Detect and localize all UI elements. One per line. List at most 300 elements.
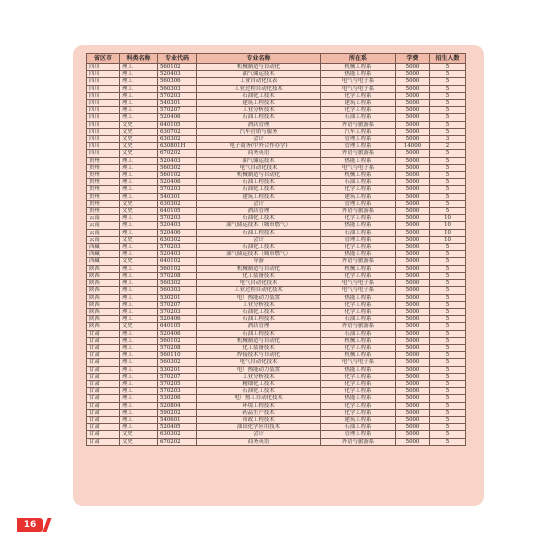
table-row bbox=[87, 438, 466, 445]
cell-enrollment: 5 bbox=[430, 150, 466, 157]
table-row bbox=[87, 229, 466, 236]
cell-major-code: 520406 bbox=[158, 330, 197, 337]
enrollment-table-container bbox=[86, 53, 465, 446]
cell-enrollment: 5 bbox=[430, 272, 466, 279]
cell-major-name: 建筑工程技术 bbox=[197, 100, 321, 107]
col-header-category: 科类名称 bbox=[120, 54, 158, 64]
table-row bbox=[87, 301, 466, 308]
cell-major-code: 570207 bbox=[158, 301, 197, 308]
table-row bbox=[87, 114, 466, 121]
cell-major-name: 油气储运技术 bbox=[197, 157, 321, 164]
table-row bbox=[87, 200, 466, 207]
table-row bbox=[87, 388, 466, 395]
cell-major-code: 560102 bbox=[158, 64, 197, 71]
cell-category: 理工 bbox=[120, 424, 158, 431]
cell-enrollment: 5 bbox=[430, 208, 466, 215]
cell-tuition: 5000 bbox=[396, 107, 430, 114]
cell-enrollment: 10 bbox=[430, 236, 466, 243]
cell-enrollment: 5 bbox=[430, 431, 466, 438]
cell-enrollment: 5 bbox=[430, 128, 466, 135]
cell-major-name: 石油化工技术 bbox=[197, 308, 321, 315]
cell-category: 理工 bbox=[120, 388, 158, 395]
table-row bbox=[87, 258, 466, 265]
cell-major-name: 石油化工技术 bbox=[197, 215, 321, 222]
cell-province: 甘肃 bbox=[87, 416, 120, 423]
table-row bbox=[87, 272, 466, 279]
table-row bbox=[87, 316, 466, 323]
cell-tuition: 5000 bbox=[396, 92, 430, 99]
cell-enrollment: 5 bbox=[430, 287, 466, 294]
cell-major-code: 640102 bbox=[158, 258, 197, 265]
cell-enrollment: 5 bbox=[430, 265, 466, 272]
table-row bbox=[87, 71, 466, 78]
table-row bbox=[87, 64, 466, 71]
cell-category: 理工 bbox=[120, 337, 158, 344]
cell-department: 化学工程系 bbox=[321, 344, 396, 351]
cell-tuition: 5000 bbox=[396, 280, 430, 287]
table-row bbox=[87, 330, 466, 337]
cell-department: 机械工程系 bbox=[321, 337, 396, 344]
cell-enrollment: 5 bbox=[430, 316, 466, 323]
cell-tuition: 5000 bbox=[396, 164, 430, 171]
table-row bbox=[87, 121, 466, 128]
cell-tuition: 5000 bbox=[396, 85, 430, 92]
cell-tuition: 5000 bbox=[396, 121, 430, 128]
cell-major-code: 520804 bbox=[158, 402, 197, 409]
cell-tuition: 5000 bbox=[396, 402, 430, 409]
cell-category: 理工 bbox=[120, 164, 158, 171]
table-row bbox=[87, 359, 466, 366]
table-row bbox=[87, 244, 466, 251]
cell-department: 外语与旅游系 bbox=[321, 150, 396, 157]
cell-major-name: 油气储运技术（城市燃气） bbox=[197, 251, 321, 258]
cell-category: 文史 bbox=[120, 431, 158, 438]
cell-province: 甘肃 bbox=[87, 344, 120, 351]
cell-major-name: 机械制造与自动化 bbox=[197, 265, 321, 272]
cell-major-code: 540301 bbox=[158, 100, 197, 107]
cell-enrollment: 5 bbox=[430, 64, 466, 71]
cell-tuition: 5000 bbox=[396, 136, 430, 143]
cell-department: 外语与旅游系 bbox=[321, 121, 396, 128]
cell-tuition: 5000 bbox=[396, 359, 430, 366]
cell-department: 热能工程系 bbox=[321, 395, 396, 402]
cell-department: 建筑工程系 bbox=[321, 416, 396, 423]
cell-enrollment: 5 bbox=[430, 424, 466, 431]
cell-province: 云南 bbox=[87, 236, 120, 243]
cell-category: 理工 bbox=[120, 265, 158, 272]
cell-province: 陕西 bbox=[87, 316, 120, 323]
cell-tuition: 5000 bbox=[396, 71, 430, 78]
cell-department: 电气与电子系 bbox=[321, 78, 396, 85]
cell-province: 贵州 bbox=[87, 208, 120, 215]
cell-province: 西藏 bbox=[87, 258, 120, 265]
table-row bbox=[87, 150, 466, 157]
cell-major-code: 560303 bbox=[158, 85, 197, 92]
cell-category: 理工 bbox=[120, 330, 158, 337]
cell-tuition: 5000 bbox=[396, 222, 430, 229]
cell-major-code: 570203 bbox=[158, 244, 197, 251]
cell-department: 石油工程系 bbox=[321, 330, 396, 337]
cell-department: 化学工程系 bbox=[321, 301, 396, 308]
cell-enrollment: 5 bbox=[430, 409, 466, 416]
cell-department: 机械工程系 bbox=[321, 352, 396, 359]
cell-tuition: 5000 bbox=[396, 200, 430, 207]
cell-department: 热能工程系 bbox=[321, 366, 396, 373]
cell-enrollment: 5 bbox=[430, 193, 466, 200]
cell-province: 贵州 bbox=[87, 179, 120, 186]
cell-enrollment: 5 bbox=[430, 366, 466, 373]
cell-enrollment: 5 bbox=[430, 373, 466, 380]
cell-department: 化学工程系 bbox=[321, 380, 396, 387]
cell-major-name: 电厂热工自动化技术 bbox=[197, 395, 321, 402]
cell-enrollment: 5 bbox=[430, 251, 466, 258]
cell-tuition: 5000 bbox=[396, 388, 430, 395]
cell-enrollment: 5 bbox=[430, 100, 466, 107]
cell-category: 理工 bbox=[120, 294, 158, 301]
cell-enrollment: 5 bbox=[430, 308, 466, 315]
cell-major-code: 520403 bbox=[158, 71, 197, 78]
cell-enrollment: 2 bbox=[430, 143, 466, 150]
cell-category: 理工 bbox=[120, 193, 158, 200]
cell-province: 四川 bbox=[87, 128, 120, 135]
cell-major-code: 630702 bbox=[158, 128, 197, 135]
cell-tuition: 5000 bbox=[396, 366, 430, 373]
cell-major-code: 560102 bbox=[158, 172, 197, 179]
cell-major-code: 520406 bbox=[158, 229, 197, 236]
cell-department: 石油工程系 bbox=[321, 316, 396, 323]
cell-category: 文史 bbox=[120, 136, 158, 143]
cell-category: 理工 bbox=[120, 71, 158, 78]
cell-department: 外语与旅游系 bbox=[321, 438, 396, 445]
cell-department: 石油工程系 bbox=[321, 179, 396, 186]
cell-major-name: 石油化工技术 bbox=[197, 92, 321, 99]
cell-major-code: 530201 bbox=[158, 366, 197, 373]
table-row bbox=[87, 236, 466, 243]
cell-department: 化学工程系 bbox=[321, 409, 396, 416]
cell-tuition: 5000 bbox=[396, 416, 430, 423]
table-row bbox=[87, 294, 466, 301]
cell-province: 陕西 bbox=[87, 265, 120, 272]
cell-department: 电气与电子系 bbox=[321, 280, 396, 287]
cell-department: 热能工程系 bbox=[321, 222, 396, 229]
cell-tuition: 5000 bbox=[396, 352, 430, 359]
cell-department: 建筑工程系 bbox=[321, 193, 396, 200]
cell-major-name: 汽车营销与服务 bbox=[197, 128, 321, 135]
cell-province: 贵州 bbox=[87, 193, 120, 200]
table-row bbox=[87, 215, 466, 222]
cell-major-name: 会计 bbox=[197, 200, 321, 207]
cell-department: 汽车工程系 bbox=[321, 128, 396, 135]
cell-province: 贵州 bbox=[87, 186, 120, 193]
cell-major-name: 机械制造与自动化 bbox=[197, 64, 321, 71]
cell-category: 理工 bbox=[120, 409, 158, 416]
cell-province: 云南 bbox=[87, 229, 120, 236]
cell-province: 贵州 bbox=[87, 157, 120, 164]
cell-category: 理工 bbox=[120, 416, 158, 423]
cell-province: 贵州 bbox=[87, 200, 120, 207]
table-row bbox=[87, 431, 466, 438]
table-row bbox=[87, 208, 466, 215]
col-header-province: 省区市 bbox=[87, 54, 120, 64]
cell-enrollment: 5 bbox=[430, 416, 466, 423]
table-row bbox=[87, 92, 466, 99]
cell-enrollment: 5 bbox=[430, 395, 466, 402]
cell-major-name: 会计 bbox=[197, 236, 321, 243]
table-row bbox=[87, 107, 466, 114]
cell-province: 贵州 bbox=[87, 164, 120, 171]
cell-enrollment: 5 bbox=[430, 92, 466, 99]
cell-major-name: 商务英语 bbox=[197, 150, 321, 157]
cell-major-code: 520406 bbox=[158, 316, 197, 323]
cell-enrollment: 5 bbox=[430, 186, 466, 193]
cell-tuition: 5000 bbox=[396, 424, 430, 431]
cell-major-code: 520403 bbox=[158, 157, 197, 164]
cell-major-name: 电厂热能动力装置 bbox=[197, 294, 321, 301]
cell-department: 热能工程系 bbox=[321, 251, 396, 258]
table-row bbox=[87, 265, 466, 272]
cell-department: 化学工程系 bbox=[321, 272, 396, 279]
cell-major-code: 570208 bbox=[158, 272, 197, 279]
cell-enrollment: 10 bbox=[430, 229, 466, 236]
cell-department: 外语与旅游系 bbox=[321, 258, 396, 265]
cell-category: 理工 bbox=[120, 402, 158, 409]
cell-category: 理工 bbox=[120, 107, 158, 114]
cell-major-name: 机械制造与自动化 bbox=[197, 172, 321, 179]
cell-category: 理工 bbox=[120, 352, 158, 359]
cell-province: 陕西 bbox=[87, 308, 120, 315]
cell-enrollment: 5 bbox=[430, 323, 466, 330]
cell-tuition: 5000 bbox=[396, 409, 430, 416]
table-row bbox=[87, 366, 466, 373]
cell-category: 理工 bbox=[120, 380, 158, 387]
cell-province: 甘肃 bbox=[87, 373, 120, 380]
col-header-major-name: 专业名称 bbox=[197, 54, 321, 64]
cell-tuition: 5000 bbox=[396, 316, 430, 323]
cell-province: 四川 bbox=[87, 114, 120, 121]
cell-major-code: 570203 bbox=[158, 215, 197, 222]
cell-major-name: 会计 bbox=[197, 431, 321, 438]
cell-tuition: 5000 bbox=[396, 251, 430, 258]
cell-department: 机械工程系 bbox=[321, 265, 396, 272]
cell-category: 理工 bbox=[120, 172, 158, 179]
cell-major-name: 石油工程技术 bbox=[197, 316, 321, 323]
cell-category: 理工 bbox=[120, 229, 158, 236]
cell-major-code: 530206 bbox=[158, 395, 197, 402]
cell-enrollment: 5 bbox=[430, 85, 466, 92]
cell-major-code: 570207 bbox=[158, 373, 197, 380]
table-row bbox=[87, 352, 466, 359]
cell-category: 文史 bbox=[120, 208, 158, 215]
cell-province: 四川 bbox=[87, 136, 120, 143]
cell-department: 管理工程系 bbox=[321, 136, 396, 143]
cell-tuition: 5000 bbox=[396, 287, 430, 294]
cell-major-name: 电子商务(中外合作办学) bbox=[197, 143, 321, 150]
cell-major-name: 机械制造与自动化 bbox=[197, 337, 321, 344]
cell-tuition: 14000 bbox=[396, 143, 430, 150]
cell-province: 贵州 bbox=[87, 172, 120, 179]
table-row bbox=[87, 186, 466, 193]
cell-province: 四川 bbox=[87, 64, 120, 71]
table-row bbox=[87, 222, 466, 229]
page-number: 16 bbox=[23, 520, 37, 530]
cell-major-code: 570207 bbox=[158, 107, 197, 114]
cell-province: 四川 bbox=[87, 100, 120, 107]
cell-tuition: 5000 bbox=[396, 431, 430, 438]
cell-department: 石油工程系 bbox=[321, 424, 396, 431]
cell-tuition: 5000 bbox=[396, 373, 430, 380]
cell-tuition: 5000 bbox=[396, 294, 430, 301]
cell-major-name: 石油工程技术 bbox=[197, 114, 321, 121]
cell-major-code: 630302 bbox=[158, 236, 197, 243]
cell-major-code: 640105 bbox=[158, 323, 197, 330]
cell-enrollment: 5 bbox=[430, 179, 466, 186]
cell-major-name: 精细化工技术 bbox=[197, 380, 321, 387]
table-row bbox=[87, 416, 466, 423]
cell-category: 理工 bbox=[120, 272, 158, 279]
cell-major-code: 640105 bbox=[158, 208, 197, 215]
table-row bbox=[87, 100, 466, 107]
cell-tuition: 5000 bbox=[396, 64, 430, 71]
cell-major-code: 520406 bbox=[158, 114, 197, 121]
table-header-row bbox=[87, 54, 466, 64]
cell-tuition: 5000 bbox=[396, 193, 430, 200]
table-row bbox=[87, 172, 466, 179]
cell-enrollment: 5 bbox=[430, 114, 466, 121]
cell-major-name: 石油工程技术 bbox=[197, 229, 321, 236]
cell-enrollment: 5 bbox=[430, 402, 466, 409]
cell-major-name: 环境工程技术 bbox=[197, 402, 321, 409]
cell-major-name: 石油化工技术 bbox=[197, 388, 321, 395]
cell-tuition: 5000 bbox=[396, 330, 430, 337]
cell-province: 四川 bbox=[87, 150, 120, 157]
cell-major-name: 石油化工技术 bbox=[197, 244, 321, 251]
cell-category: 理工 bbox=[120, 301, 158, 308]
cell-tuition: 5000 bbox=[396, 337, 430, 344]
table-row bbox=[87, 409, 466, 416]
cell-major-name: 电气自动化技术 bbox=[197, 164, 321, 171]
cell-major-code: 570203 bbox=[158, 92, 197, 99]
cell-major-name: 工业过程自动化技术 bbox=[197, 85, 321, 92]
cell-major-name: 工业分析技术 bbox=[197, 107, 321, 114]
cell-major-code: 560306 bbox=[158, 78, 197, 85]
cell-category: 理工 bbox=[120, 114, 158, 121]
cell-major-name: 油田化学应用技术 bbox=[197, 424, 321, 431]
cell-province: 甘肃 bbox=[87, 359, 120, 366]
cell-department: 管理工程系 bbox=[321, 143, 396, 150]
cell-department: 石油工程系 bbox=[321, 114, 396, 121]
cell-department: 外语与旅游系 bbox=[321, 208, 396, 215]
cell-category: 理工 bbox=[120, 373, 158, 380]
cell-major-name: 商务英语 bbox=[197, 438, 321, 445]
cell-tuition: 5000 bbox=[396, 157, 430, 164]
cell-enrollment: 10 bbox=[430, 215, 466, 222]
page-number-badge bbox=[17, 518, 43, 532]
cell-province: 云南 bbox=[87, 222, 120, 229]
table-row bbox=[87, 323, 466, 330]
cell-tuition: 5000 bbox=[396, 114, 430, 121]
cell-enrollment: 3 bbox=[430, 136, 466, 143]
cell-province: 四川 bbox=[87, 92, 120, 99]
cell-category: 理工 bbox=[120, 251, 158, 258]
cell-major-name: 市政工程技术 bbox=[197, 416, 321, 423]
cell-category: 理工 bbox=[120, 316, 158, 323]
table-row bbox=[87, 373, 466, 380]
cell-major-name: 电厂热能动力装置 bbox=[197, 366, 321, 373]
cell-department: 化学工程系 bbox=[321, 388, 396, 395]
cell-major-code: 640105 bbox=[158, 121, 197, 128]
cell-province: 西藏 bbox=[87, 251, 120, 258]
cell-department: 外语与旅游系 bbox=[321, 323, 396, 330]
cell-province: 四川 bbox=[87, 121, 120, 128]
cell-province: 甘肃 bbox=[87, 409, 120, 416]
cell-province: 陕西 bbox=[87, 301, 120, 308]
cell-enrollment: 5 bbox=[430, 301, 466, 308]
cell-category: 文史 bbox=[120, 143, 158, 150]
cell-department: 化学工程系 bbox=[321, 244, 396, 251]
cell-major-name: 化工装备技术 bbox=[197, 344, 321, 351]
cell-province: 甘肃 bbox=[87, 431, 120, 438]
cell-province: 甘肃 bbox=[87, 395, 120, 402]
cell-major-code: 520405 bbox=[158, 424, 197, 431]
cell-tuition: 5000 bbox=[396, 208, 430, 215]
cell-department: 电气与电子系 bbox=[321, 164, 396, 171]
cell-major-name: 建筑工程技术 bbox=[197, 193, 321, 200]
table-row bbox=[87, 337, 466, 344]
cell-department: 化学工程系 bbox=[321, 308, 396, 315]
cell-province: 甘肃 bbox=[87, 388, 120, 395]
cell-major-code: 560302 bbox=[158, 280, 197, 287]
cell-department: 电气与电子系 bbox=[321, 287, 396, 294]
cell-enrollment: 5 bbox=[430, 172, 466, 179]
cell-major-code: 630302 bbox=[158, 136, 197, 143]
table-row bbox=[87, 85, 466, 92]
cell-enrollment: 5 bbox=[430, 157, 466, 164]
cell-tuition: 5000 bbox=[396, 128, 430, 135]
cell-major-code: 670202 bbox=[158, 150, 197, 157]
cell-major-name: 药品生产技术 bbox=[197, 409, 321, 416]
cell-enrollment: 5 bbox=[430, 258, 466, 265]
cell-major-name: 工业分析技术 bbox=[197, 373, 321, 380]
cell-department: 化学工程系 bbox=[321, 373, 396, 380]
table-row bbox=[87, 287, 466, 294]
cell-tuition: 5000 bbox=[396, 78, 430, 85]
cell-province: 甘肃 bbox=[87, 438, 120, 445]
cell-enrollment: 5 bbox=[430, 330, 466, 337]
cell-category: 文史 bbox=[120, 438, 158, 445]
cell-department: 化学工程系 bbox=[321, 186, 396, 193]
page-accent-slash bbox=[42, 518, 51, 532]
cell-tuition: 5000 bbox=[396, 258, 430, 265]
cell-department: 热能工程系 bbox=[321, 71, 396, 78]
table-row bbox=[87, 344, 466, 351]
cell-major-code: 560102 bbox=[158, 265, 197, 272]
cell-enrollment: 5 bbox=[430, 344, 466, 351]
cell-category: 理工 bbox=[120, 157, 158, 164]
cell-major-code: 570208 bbox=[158, 344, 197, 351]
cell-department: 化学工程系 bbox=[321, 215, 396, 222]
col-header-major-code: 专业代码 bbox=[158, 54, 197, 64]
cell-enrollment: 5 bbox=[430, 164, 466, 171]
cell-major-name: 酒店管理 bbox=[197, 323, 321, 330]
cell-tuition: 5000 bbox=[396, 172, 430, 179]
cell-category: 理工 bbox=[120, 222, 158, 229]
cell-category: 文史 bbox=[120, 121, 158, 128]
cell-major-code: 520403 bbox=[158, 222, 197, 229]
cell-major-code: 560110 bbox=[158, 352, 197, 359]
cell-category: 理工 bbox=[120, 78, 158, 85]
cell-enrollment: 5 bbox=[430, 78, 466, 85]
table-row bbox=[87, 308, 466, 315]
